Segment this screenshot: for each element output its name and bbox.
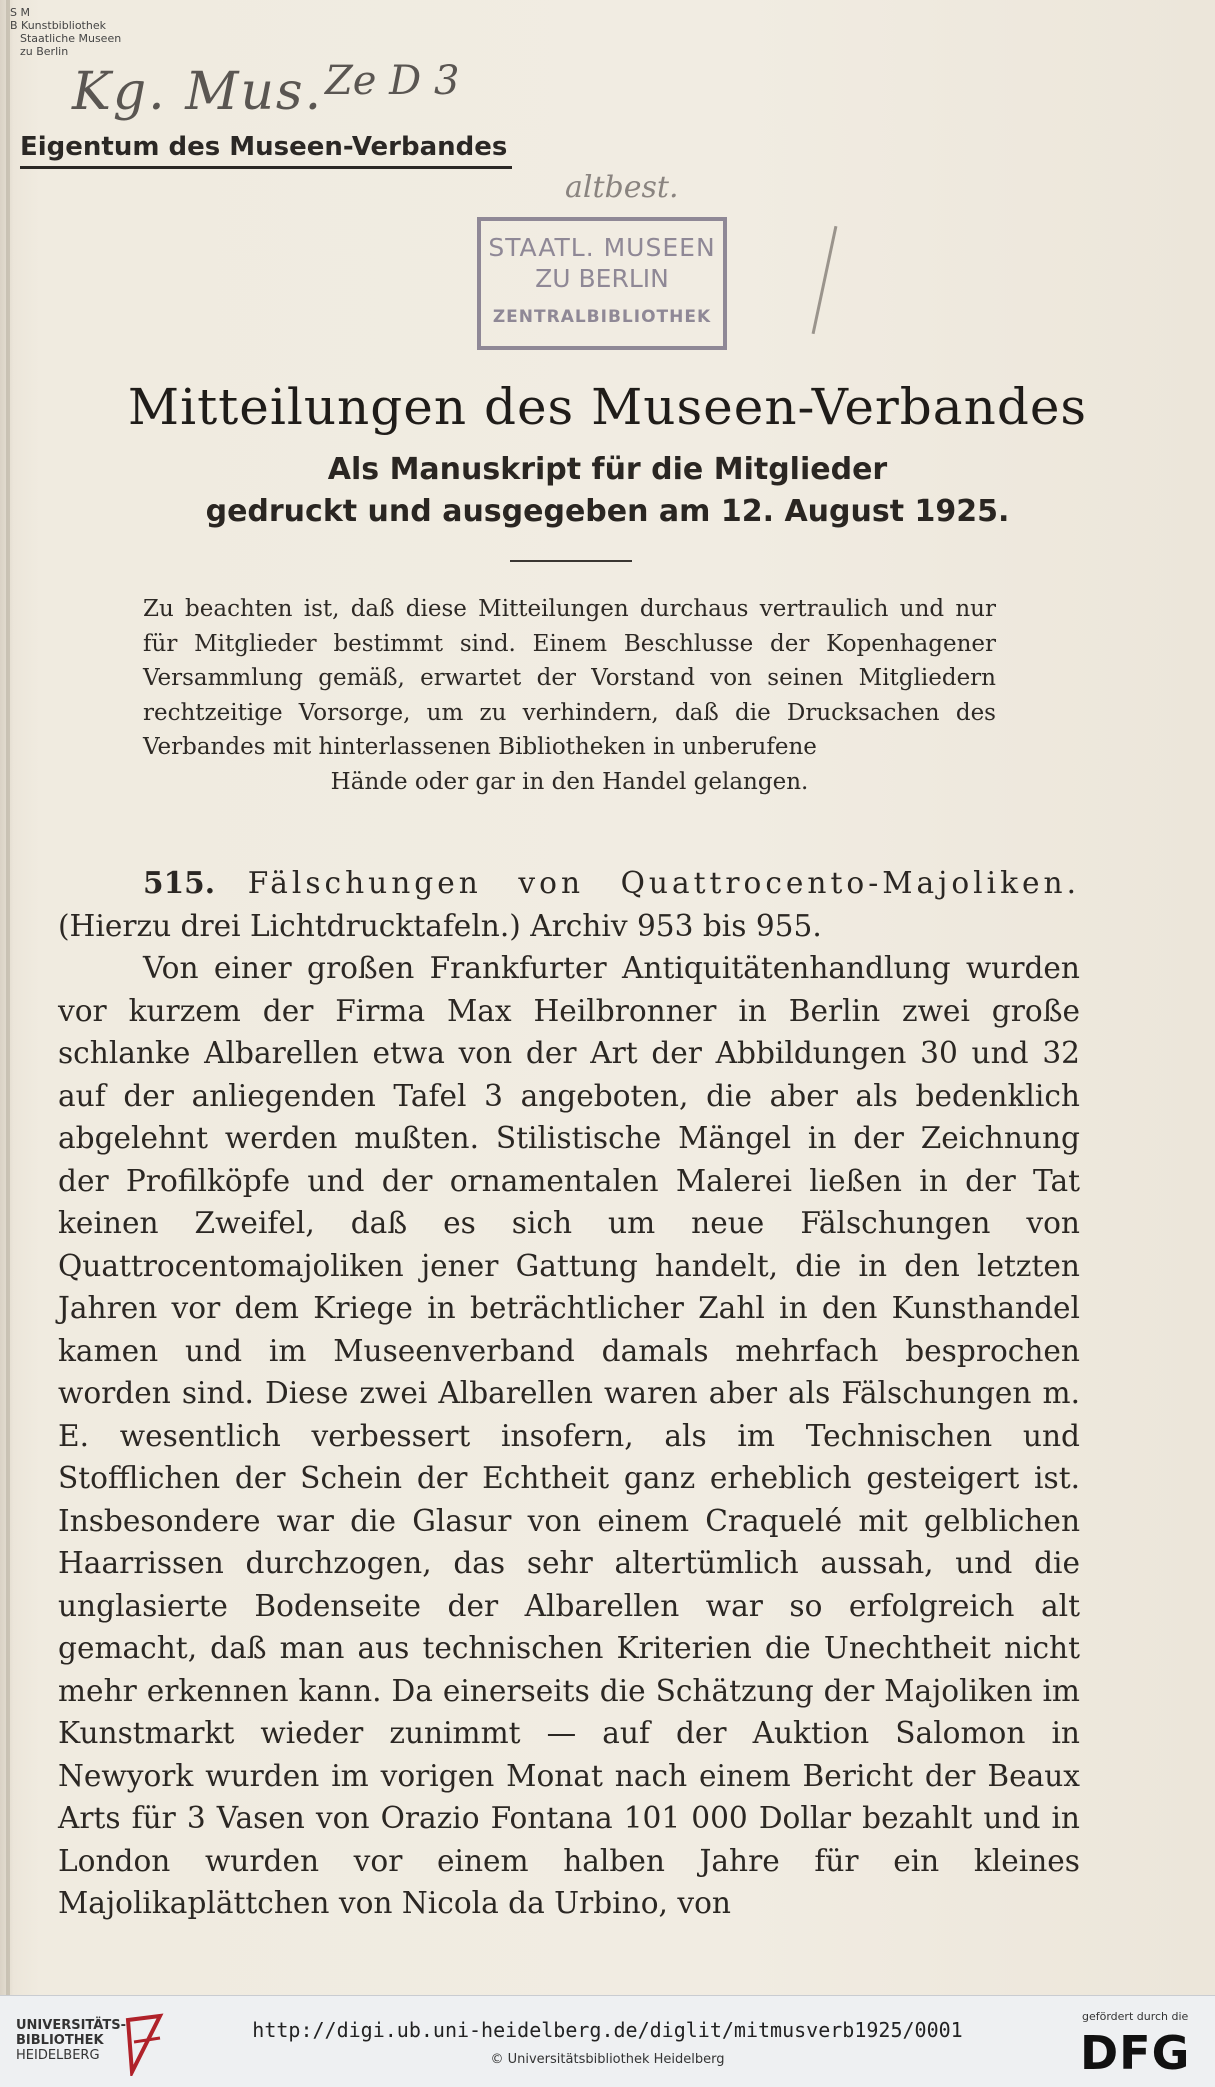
article-body (58, 862, 1080, 1925)
handwritten-code: Ze D 3 (325, 58, 460, 104)
article-heading (58, 862, 1080, 947)
article-number: 515. (143, 865, 216, 900)
pencil-mark (812, 226, 838, 334)
article-paragraph: Von einer großen Frankfurter Antiquitätenhandlung wurden vor kurzem der Firma Max Heilbronner in Berlin zwei große schlanke Albarellen etwa von der Art der Abbildungen 30 und 32 auf der anliegenden Tafel 3 angeboten, die aber als bedenklich abgelehnt werden mußten. Stilistische Mängel in der Zeichnung der Profilköpfe und der ornamentalen Malerei ließen in der Tat keinen Zweifel, daß es sich um neue Fälschungen von Quattrocentomajoliken jener Gattung handelt, die in den letzten Jahren vor dem Kriege in beträchtlicher Zahl in den Kunsthandel kamen und im Museenverband damals mehrfach besprochen worden sind. Diese zwei Albarellen waren aber als Fälschungen m. E. wesentlich verbessert insofern, als im Technischen und Stofflichen der Schein der Echtheit ganz erheblich gesteigert ist. Insbesondere war die Glasur von einem Craquelé mit gelblichen Haarrissen durchzogen, das sehr altertümlich aussah, und die unglasierte Bodenseite der Albarellen war so erfolgreich alt gemacht, daß man aus technischen Kriterien die Unechtheit nicht mehr erkennen kann. Da einerseits die Schätzung der Majoliken im Kunstmarkt wieder zunimmt — auf der Auktion Salomon in Newyork wurden im vorigen Monat nach einem Bericht der Beaux Arts für 3 Vasen von Orazio Fontana 101 000 Dollar bezahlt und in London wurden vor einem halben Jahre für ein kleines Majolikaplättchen von Nicola da Urbino, von (58, 951, 1080, 1920)
handwritten-shelfmark: Kg. Mus. (72, 62, 324, 122)
owner-label: Eigentum des Museen-Verbandes (20, 132, 508, 162)
handwritten-note: altbest. (565, 170, 679, 205)
confidentiality-notice: Zu beachten ist, daß diese Mitteilungen durchaus vertraulich und nur für Mitglieder bestimmt sind. Einem Beschlusse der Kopenhagener Versammlung gemäß, erwartet der Vorstand von seinen Mitgliedern rechtzeitige Vorsorge, um zu verhindern, daß die Drucksachen des Verbandes mit hinterlassenen Bibliotheken in unberufene Hände oder gar in den Handel gelangen. (143, 596, 996, 795)
funding-label: gefördert durch die (1082, 2010, 1189, 2023)
divider (510, 560, 632, 562)
subtitle-line-1: Als Manuskript für die Mitglieder (327, 452, 888, 487)
subtitle-line-2: gedruckt und ausgegeben am 12. August 1925. (205, 494, 1010, 529)
library-rubber-stamp: STAATL. MUSEEN ZU BERLIN ZENTRALBIBLIOTHEK (477, 217, 727, 350)
university-library-label: UNIVERSITÄTS- BIBLIOTHEK HEIDELBERG (16, 2018, 126, 2063)
permalink-url[interactable]: http://digi.ub.uni-heidelberg.de/diglit/mitmusverb1925/0001 (252, 2018, 963, 2042)
page-title: Mitteilungen des Museen-Verbandes (127, 378, 1088, 436)
library-stamp: S M B Kunstbibliothek Staatliche Museen zu Berlin (10, 6, 122, 58)
owner-underline (20, 166, 512, 169)
copyright-text: © Universitätsbibliothek Heidelberg (490, 2052, 725, 2067)
article-title: Fälschungen von Quattrocento-Majoliken. (247, 866, 1080, 900)
article-intro: (Hierzu drei Lichtdrucktafeln.) Archiv 953 bis 955. (58, 908, 822, 943)
binding-edge (6, 0, 10, 1995)
dfg-logo: DFG (1080, 2026, 1191, 2080)
viewer-footer (0, 1995, 1215, 2087)
